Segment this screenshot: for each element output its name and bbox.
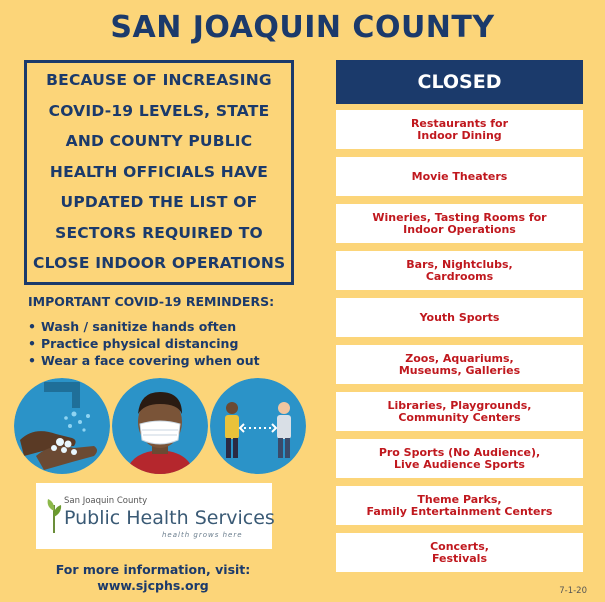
closed-item	[336, 204, 583, 243]
closed-item	[336, 345, 583, 384]
closed-item-label: Family Entertainment Centers	[366, 504, 553, 518]
closed-item-label: Community Centers	[398, 410, 521, 424]
logo-main-text: Public Health Services	[64, 507, 275, 529]
closed-item-label: Cardrooms	[425, 269, 494, 283]
closed-item-label: Libraries, Playgrounds,	[387, 398, 532, 412]
reminder-item: • Wear a face covering when out	[28, 352, 260, 369]
closed-item-label: Bars, Nightclubs,	[406, 257, 513, 271]
notice-line: CLOSE INDOOR OPERATIONS	[33, 254, 286, 272]
handwashing-icon	[14, 378, 110, 474]
closed-item-label: Movie Theaters	[411, 169, 508, 183]
closed-item-label: Indoor Operations	[403, 222, 516, 236]
closed-item-label: Indoor Dining	[417, 128, 502, 142]
sprout-logo-icon	[46, 497, 62, 533]
closed-item	[336, 298, 583, 337]
closed-item	[336, 486, 583, 525]
closed-item-label: Zoos, Aquariums,	[405, 351, 514, 365]
reminders-list	[28, 318, 260, 369]
closed-header: CLOSED	[336, 60, 583, 104]
more-info-line: For more information, visit:	[55, 562, 251, 577]
closed-item	[336, 110, 583, 149]
logo-small-text: San Joaquin County	[64, 496, 148, 506]
closed-item-label: Live Audience Sports	[394, 457, 525, 471]
closed-item-label: Restaurants for	[410, 116, 509, 130]
closed-item-label: Museums, Galleries	[398, 363, 521, 377]
closed-item	[336, 157, 583, 196]
notice-line: UPDATED THE LIST OF	[60, 193, 258, 211]
closed-item	[336, 533, 583, 572]
more-info	[30, 562, 276, 594]
notice-line: AND COUNTY PUBLIC	[65, 132, 253, 150]
reminder-item: • Practice physical distancing	[28, 335, 260, 352]
closed-item-label: Concerts,	[430, 539, 489, 553]
closed-item	[336, 251, 583, 290]
notice-line: BECAUSE OF INCREASING	[46, 71, 272, 89]
website-link[interactable]: www.sjcphs.org	[97, 578, 209, 593]
page-title: SAN JOAQUIN COUNTY	[110, 10, 495, 45]
closed-item-label: Theme Parks,	[417, 492, 502, 506]
notice-line: HEALTH OFFICIALS HAVE	[49, 162, 269, 181]
reminders-title: IMPORTANT COVID-19 REMINDERS:	[28, 294, 275, 309]
date-stamp: 7-1-20	[559, 586, 587, 596]
logo-tagline: health grows here	[162, 531, 243, 539]
public-health-logo	[36, 483, 275, 549]
face-mask-icon	[112, 378, 208, 474]
closed-item-label: Wineries, Tasting Rooms for	[372, 210, 547, 224]
closed-item	[336, 439, 583, 478]
notice-box	[24, 60, 294, 285]
reminder-item: • Wash / sanitize hands often	[28, 318, 260, 335]
closed-item-label: Pro Sports (No Audience),	[378, 445, 541, 459]
notice-line: COVID-19 LEVELS, STATE	[48, 101, 270, 120]
closed-item-label: Youth Sports	[419, 310, 500, 324]
closed-item-label: Festivals	[431, 551, 487, 565]
physical-distancing-icon	[210, 378, 306, 474]
notice-line: SECTORS REQUIRED TO	[55, 223, 263, 242]
closed-item	[336, 392, 583, 431]
